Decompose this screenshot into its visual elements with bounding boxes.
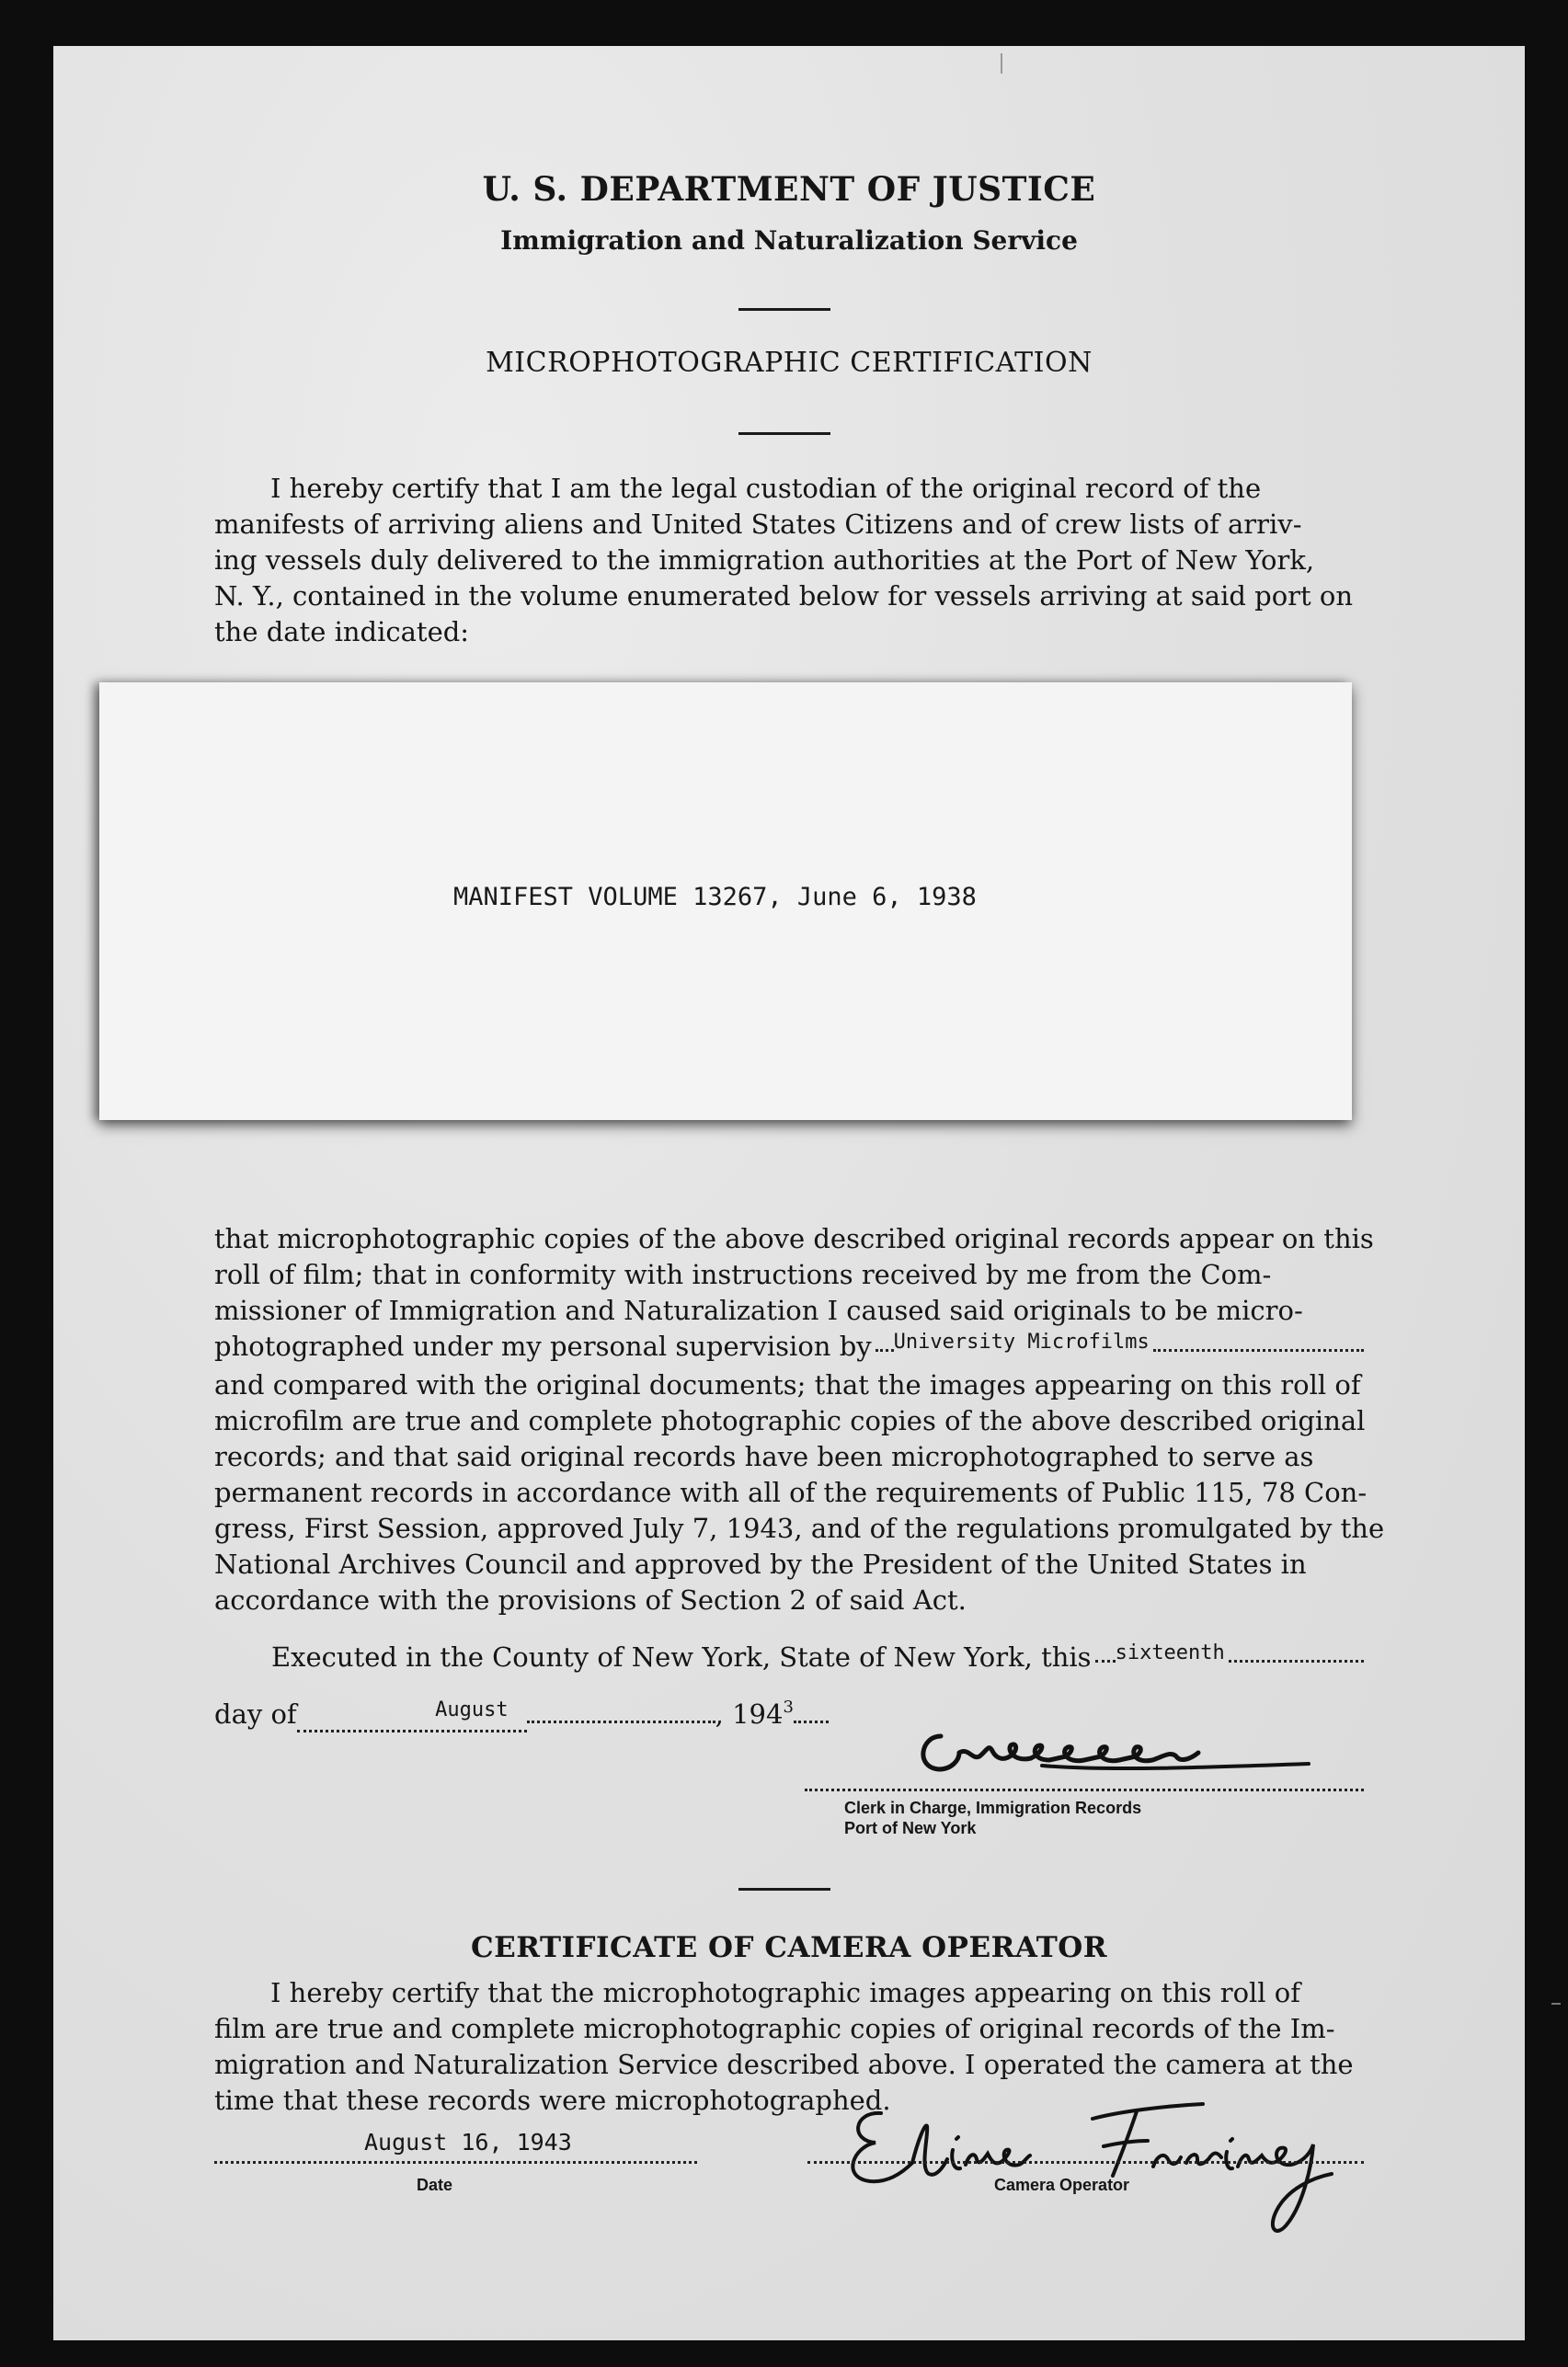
film-mark xyxy=(1551,2003,1561,2005)
divider xyxy=(738,432,830,435)
form-title: MICROPHOTOGRAPHIC CERTIFICATION xyxy=(486,347,1093,379)
manifest-label-card xyxy=(99,682,1352,1120)
operator-signature xyxy=(817,2086,1387,2242)
microphotography-paragraph xyxy=(214,1221,1385,1618)
executed-prefix: Executed in the County of New York, State of New York, this xyxy=(271,1641,1092,1673)
certificate-sheet xyxy=(53,46,1525,2340)
month-value: August xyxy=(435,1698,509,1721)
operation-date: August 16, 1943 xyxy=(364,2129,572,2155)
paragraph-line: I hereby certify that the microphotographic images appearing on this roll of xyxy=(270,1977,1300,2008)
paragraph-line: National Archives Council and approved by the President of the United States in xyxy=(214,1549,1307,1580)
year-prefix: , 194 xyxy=(715,1698,784,1730)
paragraph-line: ing vessels duly delivered to the immigration authorities at the Port of New York, xyxy=(214,544,1315,576)
clerk-title-line: Port of New York xyxy=(844,1819,977,1837)
paragraph-line: that microphotographic copies of the above described original records appear on this xyxy=(214,1223,1374,1254)
supervisor-prefix: photographed under my personal supervision by xyxy=(214,1331,872,1362)
paragraph-line: microfilm are true and complete photographic copies of the above described original xyxy=(214,1405,1366,1436)
operator-label: Camera Operator xyxy=(994,2176,1130,2194)
paragraph-line: accordance with the provisions of Section 2 of said Act. xyxy=(214,1584,967,1616)
supervisor-value: University Microfilms xyxy=(893,1331,1150,1354)
executed-day: sixteenth xyxy=(1115,1641,1225,1664)
executed-line xyxy=(271,1641,1364,1673)
paragraph-line: roll of film; that in conformity with instructions received by me from the Com- xyxy=(214,1259,1272,1290)
clerk-signature-line xyxy=(805,1789,1364,1791)
operator-signature-line xyxy=(807,2161,1364,2164)
divider xyxy=(738,308,830,311)
clerk-title-line: Clerk in Charge, Immigration Records xyxy=(844,1799,1142,1817)
paragraph-line: gress, First Session, approved July 7, 1943, and of the regulations promulgated by the xyxy=(214,1513,1385,1544)
paragraph-line: time that these records were microphotographed. xyxy=(214,2085,891,2116)
clerk-signature xyxy=(904,1710,1336,1784)
clerk-title xyxy=(844,1798,1141,1838)
date-label: Date xyxy=(417,2176,453,2194)
paragraph-line: the date indicated: xyxy=(214,616,470,647)
year-digit: 3 xyxy=(783,1698,794,1717)
service-heading: Immigration and Naturalization Service xyxy=(500,225,1078,256)
paragraph-line: records; and that said original records have been microphotographed to serve as xyxy=(214,1441,1314,1472)
manifest-volume-text: MANIFEST VOLUME 13267, June 6, 1938 xyxy=(453,883,977,911)
camera-operator-heading: CERTIFICATE OF CAMERA OPERATOR xyxy=(470,1931,1108,1964)
paragraph-line: I hereby certify that I am the legal custodian of the original record of the xyxy=(270,473,1262,504)
day-of-line xyxy=(214,1698,829,1732)
date-line xyxy=(214,2161,697,2164)
paragraph-line: N. Y., contained in the volume enumerated below for vessels arriving at said port on xyxy=(214,580,1354,612)
paragraph-line: film are true and complete microphotographic copies of original records of the Im- xyxy=(214,2013,1335,2044)
paragraph-line: missioner of Immigration and Naturalization I caused said originals to be micro- xyxy=(214,1295,1303,1326)
supervisor-line xyxy=(214,1329,1364,1367)
department-heading: U. S. DEPARTMENT OF JUSTICE xyxy=(482,170,1096,209)
paragraph-line: migration and Naturalization Service described above. I operated the camera at the xyxy=(214,2049,1354,2080)
film-mark xyxy=(1001,53,1002,74)
paragraph-line: and compared with the original documents; that the images appearing on this roll of xyxy=(214,1369,1361,1401)
day-of-prefix: day of xyxy=(214,1698,297,1730)
paragraph-line: permanent records in accordance with all of the requirements of Public 115, 78 Con- xyxy=(214,1477,1368,1508)
custodian-paragraph xyxy=(214,471,1364,650)
divider xyxy=(738,1888,830,1891)
paragraph-line: manifests of arriving aliens and United States Citizens and of crew lists of arriv- xyxy=(214,509,1302,540)
